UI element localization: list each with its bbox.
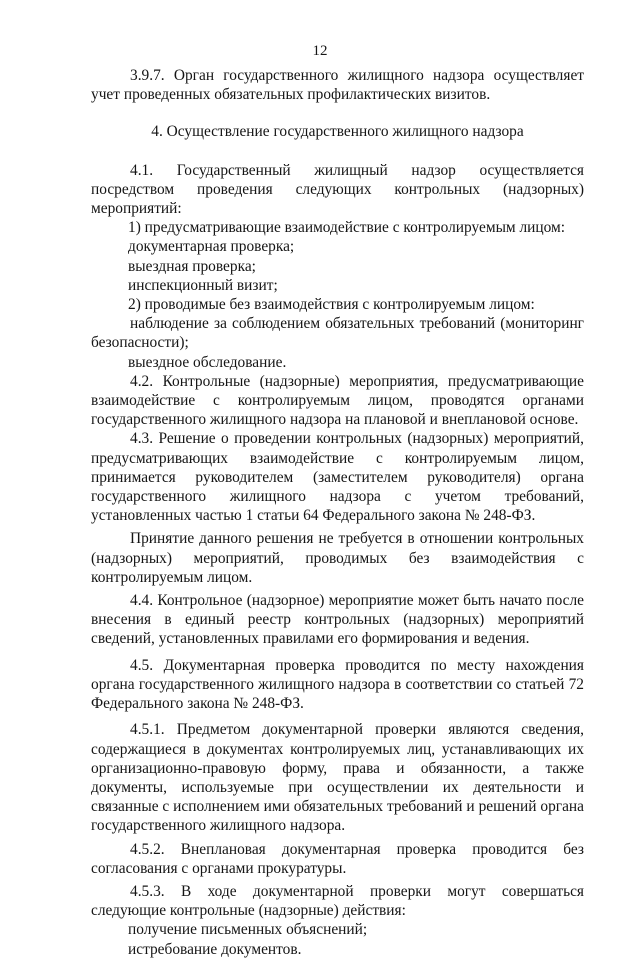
document-body (91, 66, 584, 959)
list-item-written-explanations: получение письменных объяснений; (128, 921, 368, 939)
list-item-no-interaction: 2) проводимые без взаимодействия с контролируемым лицом: (128, 296, 535, 314)
paragraph-4-5-3: 4.5.3. В ходе документарной проверки могут совершаться следующие контрольные (надзорные) действия: (91, 882, 584, 920)
paragraph-3-9-7: 3.9.7. Орган государственного жилищного надзора осуществляет учет проведенных обязательных профилактических визитов. (91, 67, 584, 104)
page-number: 12 (312, 43, 328, 59)
paragraph-4-1: 4.1. Государственный жилищный надзор осуществляется посредством проведения следующих контрольных (надзорных) мероприятий: (91, 161, 584, 218)
list-item-interaction: 1) предусматривающие взаимодействие с контролируемым лицом: (128, 219, 566, 237)
list-item-request-documents: истребование документов. (128, 940, 302, 958)
list-item-monitoring: наблюдение за соблюдением обязательных требований (мониторинг безопасности); (91, 315, 584, 352)
paragraph-4-4: 4.4. Контрольное (надзорное) мероприятие может быть начато после внесения в единый реестр контрольных (надзорных) мероприятий сведений, установленных правилами его формирования и ведения. (91, 592, 584, 648)
paragraph-4-3: 4.3. Решение о проведении контрольных (надзорных) мероприятий, предусматривающих взаимодействие с контролируемым лицом, принимается руководителем (заместителем руководителя) органа государственного жилищного надзора с учетом требований, установленных частью 1 статьи 64 Федерального закона № 248-ФЗ. (91, 430, 584, 525)
list-item-field-survey: выездное обследование. (128, 353, 287, 371)
paragraph-4-3-note: Принятие данного решения не требуется в отношении контрольных (надзорных) мероприятий, проводимых без взаимодействия с контролируемым лицом. (91, 530, 584, 586)
section-heading: 4. Осуществление государственного жилищного надзора (151, 123, 524, 141)
paragraph-4-5: 4.5. Документарная проверка проводится по месту нахождения органа государственного жилищного надзора в соответствии со статьей 72 Федерального закона № 248-ФЗ. (91, 656, 584, 713)
list-item-documentary-check: документарная проверка; (128, 238, 295, 256)
paragraph-4-5-2: 4.5.2. Внеплановая документарная проверка проводится без согласования с органами прокуратуры. (91, 840, 584, 877)
paragraph-4-5-1: 4.5.1. Предметом документарной проверки являются сведения, содержащиеся в документах контролируемых лиц, устанавливающих их организационно-правовую форму, права и обязанности, а также документы, используемые при осуществлении их деятельности и связанные с исполнением ими обязательных требований и решений органа государственного жилищного надзора. (91, 721, 584, 835)
list-item-inspection-visit: инспекционный визит; (128, 276, 278, 294)
list-item-field-check: выездная проверка; (128, 257, 256, 275)
paragraph-4-2: 4.2. Контрольные (надзорные) мероприятия, предусматривающие взаимодействие с контролируемым лицом, проводятся органами государственного жилищного надзора на плановой и внеплановой основе. (91, 372, 584, 429)
